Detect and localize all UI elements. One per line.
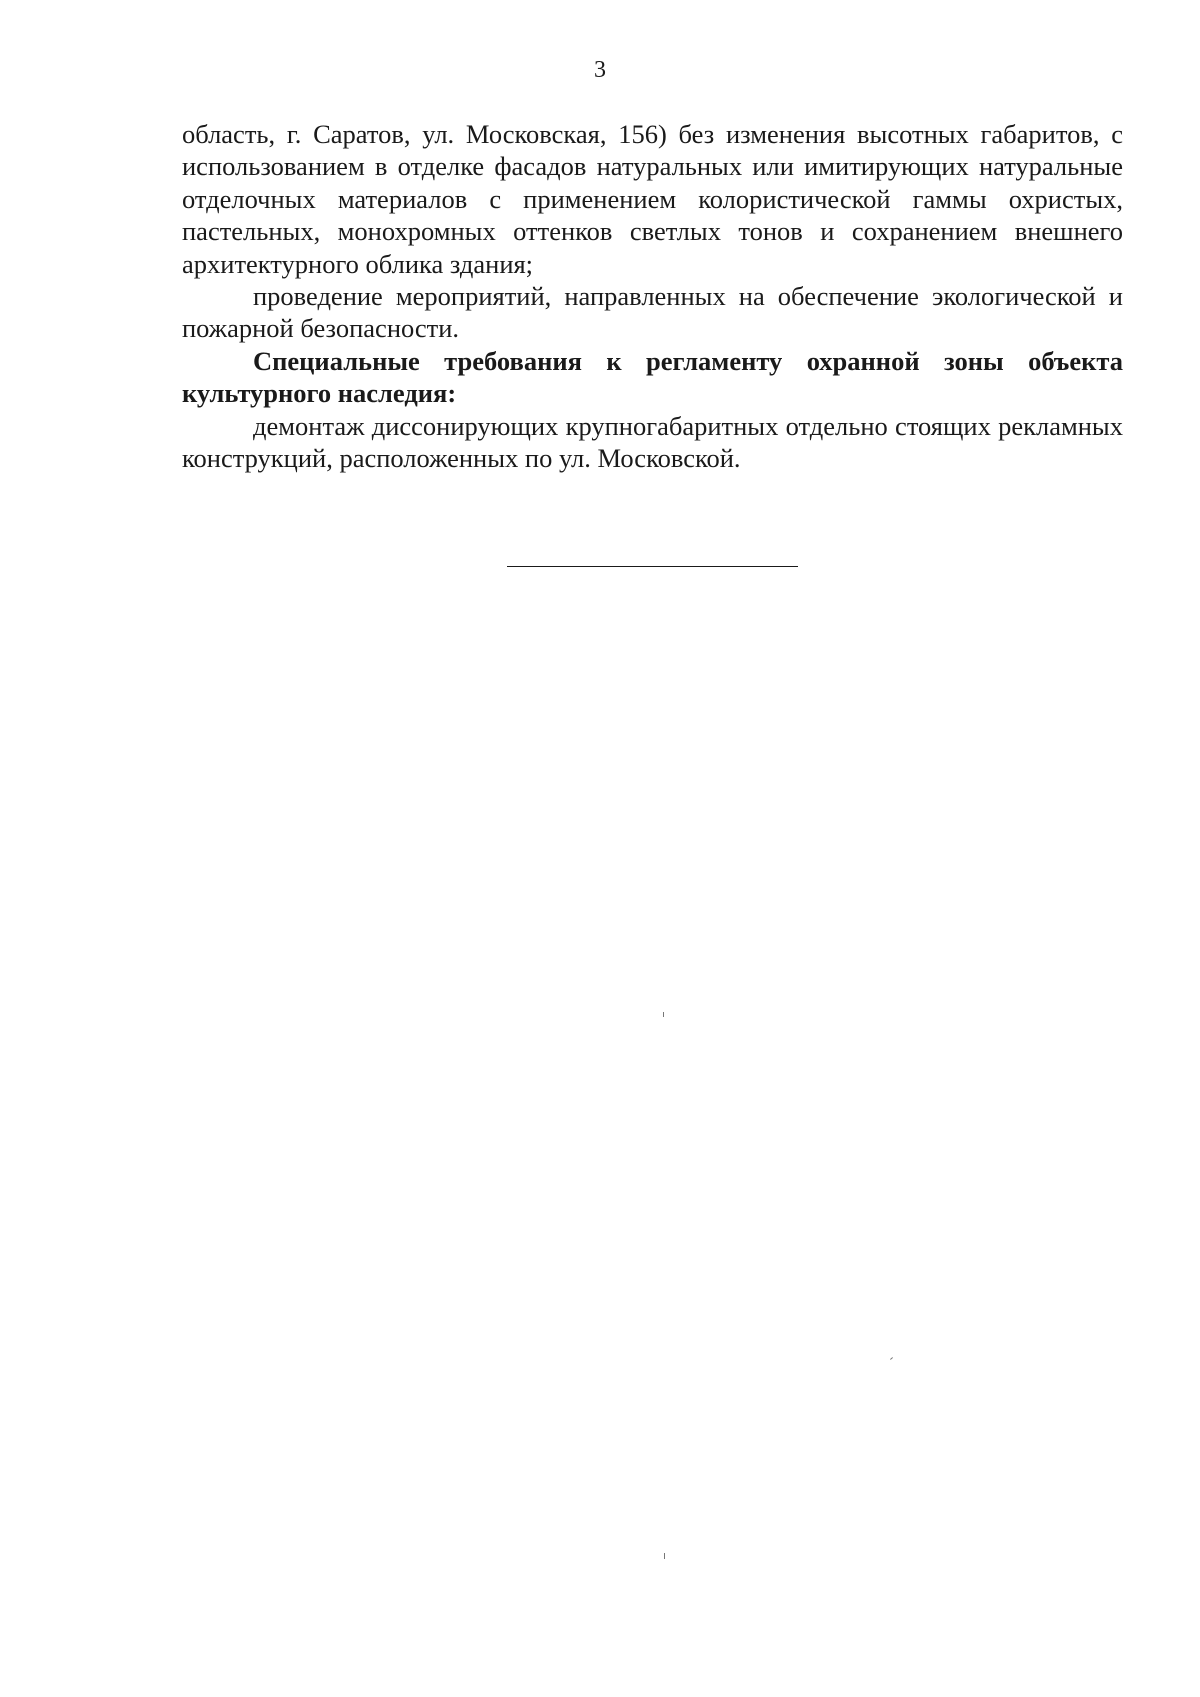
section-heading-special-requirements: Специальные требования к регламенту охранной зоны объекта культурного наследия:	[182, 345, 1123, 409]
paragraph-fire-ecological-safety: проведение мероприятий, направленных на обеспечение экологической и пожарной безопасности.	[182, 281, 1123, 344]
page-number: 3	[594, 57, 606, 83]
paragraph-continuation: область, г. Саратов, ул. Московская, 156) без изменения высотных габаритов, с использованием в отделке фасадов натуральных или имитирующих натуральные отделочных материалов с применением колористической гаммы охристых, пастельных, монохромных оттенков светлых тонов и сохранением внешнего архитектурного облика здания;	[182, 119, 1123, 279]
scan-speck	[664, 1553, 665, 1559]
paragraph-dismantling-advertising: демонтаж диссонирующих крупногабаритных отдельно стоящих рекламных конструкций, расположенных по ул. Московской.	[182, 410, 1123, 474]
scan-speck	[663, 1012, 664, 1017]
end-of-document-rule	[507, 566, 798, 567]
document-body	[182, 118, 1123, 474]
scan-speck	[890, 1357, 893, 1360]
